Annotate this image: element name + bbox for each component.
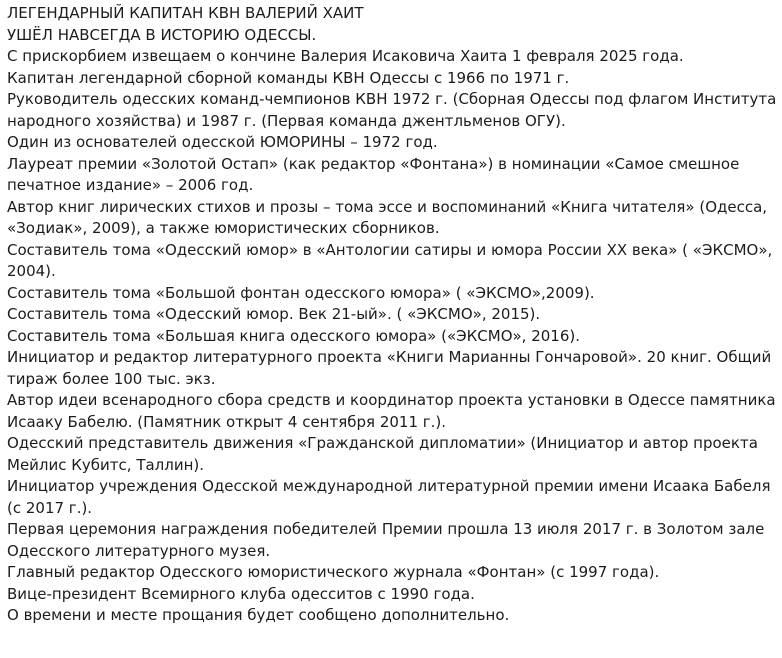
- title-line-1: ЛЕГЕНДАРНЫЙ КАПИТАН КВН ВАЛЕРИЙ ХАИТ: [7, 4, 364, 22]
- paragraph: Составитель тома «Одесский юмор. Век 21-ый». ( «ЭКСМО», 2015).: [7, 305, 541, 323]
- paragraph: Инициатор и редактор литературного проекта «Книги Марианны Гончаровой». 20 книг. Общий тираж более 100 тыс. экз.: [7, 348, 772, 388]
- paragraph: Лауреат премии «Золотой Остап» (как редактор «Фонтана») в номинации «Самое смешное печатное издание» – 2006 год.: [7, 154, 740, 194]
- paragraph: Автор идеи всенародного сбора средств и координатор проекта установки в Одессе памятника Исааку Бабелю. (Памятник открыт 4 сентября 2011 г.).: [7, 391, 776, 431]
- paragraph: Капитан легендарной сборной команды КВН Одессы с 1966 по 1971 г.: [7, 68, 570, 87]
- paragraph: Одесский представитель движения «Гражданской дипломатии» (Инициатор и автор проекта Мейлис Кубитс, Таллин).: [7, 434, 758, 474]
- paragraph: Инициатор учреждения Одесской международной литературной премии имени Исаака Бабеля (с 2017 г.).: [7, 477, 771, 517]
- paragraph: Составитель тома «Большой фонтан одесского юмора» ( «ЭКСМО»,2009).: [7, 283, 595, 302]
- paragraph: Составитель тома «Одесский юмор» в «Антологии сатиры и юмора России ХХ века» ( «ЭКСМО», 2004).: [7, 240, 773, 280]
- title-line-2: УШЁЛ НАВСЕГДА В ИСТОРИЮ ОДЕССЫ.: [7, 25, 317, 44]
- paragraph: Вице-президент Всемирного клуба одесситов с 1990 года.: [7, 584, 475, 603]
- paragraph: Один из основателей одесской ЮМОРИНЫ – 1972 год.: [7, 133, 438, 151]
- paragraph: Руководитель одесских команд-чемпионов КВН 1972 г. (Сборная Одессы под флагом Института народного хозяйства) и 1987 г. (Первая команда джентльменов ОГУ).: [7, 90, 777, 130]
- paragraph: Первая церемония награждения победителей Премии прошла 13 июля 2017 г. в Золотом зале Одесского литературного музея.: [7, 520, 765, 560]
- paragraph: Главный редактор Одесского юмористического журнала «Фонтан» (с 1997 года).: [7, 563, 660, 581]
- paragraph: Автор книг лирических стихов и прозы – тома эссе и воспоминаний «Книга читателя» (Одесса, «Зодиак», 2009), а также юмористических сборников.: [7, 197, 768, 237]
- paragraph: О времени и месте прощания будет сообщено дополнительно.: [7, 606, 510, 624]
- paragraph: Составитель тома «Большая книга одесского юмора» («ЭКСМО», 2016).: [7, 326, 581, 345]
- obituary-text: [7, 3, 779, 627]
- paragraph: С прискорбием извещаем о кончине Валерия Исаковича Хаита 1 февраля 2025 года.: [7, 47, 684, 65]
